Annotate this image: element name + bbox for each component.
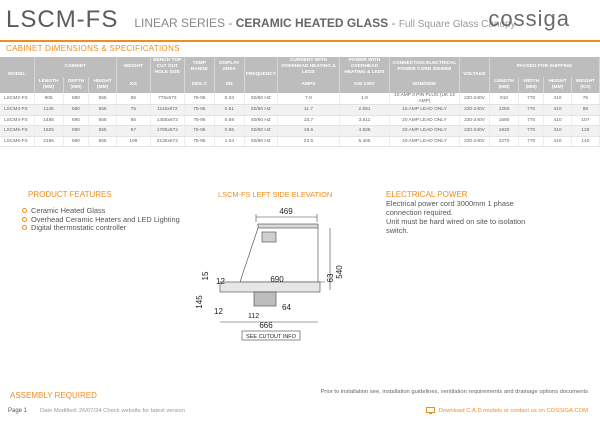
table-cell: 690	[63, 105, 89, 116]
table-cell: LSCM3-FS	[0, 105, 34, 116]
sub-bench-blank	[150, 77, 184, 93]
sub-pack-height: HEIGHT (MM)	[544, 77, 572, 93]
table-cell: 770	[519, 126, 544, 137]
dim-depth: 666	[259, 321, 273, 330]
table-cell: 220-240V	[459, 115, 489, 126]
sub-pack-length: LENGTH (MM)	[489, 77, 518, 93]
col-packed: PACKED FOR SHIPPING	[489, 57, 599, 77]
sub-degc: DEG C	[184, 77, 214, 93]
table-header-row	[0, 57, 600, 77]
sub-height: HEIGHT (MM)	[89, 77, 117, 93]
col-temp: TEMP RANGE	[184, 57, 214, 77]
col-weight: WEIGHT	[116, 57, 150, 77]
table-body	[0, 93, 600, 147]
table-cell: 220-240V	[459, 105, 489, 116]
col-display: DISPLAY AREA	[214, 57, 244, 77]
table-cell: 20 AMP LEAD ONLY	[389, 126, 459, 137]
elevation-title: LSCM-FS LEFT SIDE ELEVATION	[218, 190, 333, 199]
col-cabinet: CABINET	[34, 57, 116, 77]
col-frequency: FREQUENCY	[244, 57, 277, 93]
canopy-top	[258, 224, 318, 228]
table-cell: 109	[116, 136, 150, 147]
dim-left-mid: 12	[216, 277, 225, 286]
table-cell: 85	[116, 115, 150, 126]
brand-logo: cossiga	[488, 6, 570, 31]
dim-height-right: 63	[326, 273, 335, 283]
table-cell: 97	[116, 126, 150, 137]
table-cell: 7.9	[277, 93, 339, 105]
table-cell: 805	[34, 93, 63, 105]
sub-amps: AMPS	[277, 77, 339, 93]
table-cell: 75-95	[184, 136, 214, 147]
electrical-text	[386, 199, 566, 235]
table-cell: 770	[519, 105, 544, 116]
date-modified: Date Modified: 26/07/24 Check website for latest version	[40, 408, 185, 414]
bullet-icon	[22, 208, 27, 213]
table-cell: 50/60 HZ	[244, 115, 277, 126]
page-number: Page 1	[8, 408, 28, 414]
col-connection: CONNECTION ELECTRICAL POWER CORD 3000MM	[389, 57, 459, 77]
table-cell: 555	[89, 105, 117, 116]
table-cell: 5.405	[339, 136, 389, 147]
dim-left-top: 15	[201, 271, 210, 281]
table-cell: 2270	[489, 136, 518, 147]
table-cell: 107	[571, 115, 599, 126]
header-divider	[0, 40, 600, 42]
electrical-line: Unit must be hard wired on site to isolation	[386, 217, 526, 226]
series-sep: -	[391, 16, 396, 30]
base-unit	[254, 292, 276, 306]
electrical-line: Electrical power cord 3000mm 1 phase	[386, 199, 514, 208]
electrical-line: switch.	[386, 226, 409, 235]
table-cell: 410	[544, 136, 572, 147]
overhead-heater	[262, 232, 276, 242]
series-prefix: LINEAR SERIES -	[134, 16, 233, 30]
bullet-icon	[22, 217, 27, 222]
table-cell: 20 AMP LEAD ONLY	[389, 136, 459, 147]
table-cell: 75-95	[184, 105, 214, 116]
dim-foot-right: 64	[282, 303, 291, 312]
table-row	[0, 105, 600, 116]
table-cell: 0.51	[214, 105, 244, 116]
sub-m2: M2	[214, 77, 244, 93]
table-cell: 2135x672	[150, 136, 184, 147]
table-cell: 1930	[489, 126, 518, 137]
features-list	[22, 207, 182, 233]
table-cell: 0.33	[214, 93, 244, 105]
table-cell: 555	[89, 93, 117, 105]
table-cell: 910	[489, 93, 518, 105]
table-cell: 770	[519, 93, 544, 105]
installation-note: Prior to installation see, installation guidelines, ventilation requirements and drainage options documents	[320, 389, 588, 395]
series-bold: CERAMIC HEATED GLASS	[235, 16, 389, 30]
table-cell: 0.68	[214, 115, 244, 126]
table-row	[0, 115, 600, 126]
table-cell: 1115x672	[150, 105, 184, 116]
sub-pack-width: WIDTH (MM)	[519, 77, 544, 93]
table-cell: 15 AMP LEAD ONLY	[389, 105, 459, 116]
table-cell: 1.9	[339, 93, 389, 105]
table-cell: 1145	[34, 105, 63, 116]
elevation-drawing	[190, 202, 380, 342]
col-voltage: VOLTAGE	[459, 57, 489, 93]
table-cell: 3.611	[339, 115, 389, 126]
list-item	[22, 224, 182, 233]
series-line	[134, 16, 515, 30]
table-cell: 1795x672	[150, 126, 184, 137]
feature-text: Overhead Ceramic Heaters and LED Lighting	[31, 214, 180, 224]
front-glass	[240, 228, 258, 282]
table-cell: 690	[63, 93, 89, 105]
table-cell: 75-95	[184, 126, 214, 137]
table-cell: 11.7	[277, 105, 339, 116]
table-cell: 88	[571, 105, 599, 116]
table-cell: 220-240V	[459, 93, 489, 105]
table-cell: 50/60 HZ	[244, 126, 277, 137]
table-cell: LSCM6-FS	[0, 136, 34, 147]
table-cell: 4.508	[339, 126, 389, 137]
electrical-line: connection required.	[386, 208, 453, 217]
table-cell: 775x672	[150, 93, 184, 105]
sub-length: LENGTH (MM)	[34, 77, 63, 93]
table-cell: 1825	[34, 126, 63, 137]
table-cell: LSCM2-FS	[0, 93, 34, 105]
dim-foot-left: 12	[214, 307, 223, 316]
table-cell: 140	[571, 136, 599, 147]
bullet-icon	[22, 225, 27, 230]
table-cell: 410	[544, 115, 572, 126]
assembly-required: ASSEMBLY REQUIRED	[10, 391, 97, 400]
dim-height-total: 540	[335, 265, 344, 279]
model-code: LSCM-FS	[6, 6, 119, 33]
table-cell: 2.691	[339, 105, 389, 116]
table-cell: 555	[89, 136, 117, 147]
dim-foot-inner: 112	[248, 313, 260, 320]
document-header	[6, 6, 516, 34]
col-power: POWER WITH OVERHEAD HEATING & LEDS	[339, 57, 389, 77]
sub-kw: KW 230V	[339, 77, 389, 93]
cutout-label: SEE CUTOUT INFO	[246, 334, 296, 340]
table-cell: 770	[519, 136, 544, 147]
table-cell: 690	[63, 126, 89, 137]
dim-top: 469	[279, 207, 293, 216]
spec-table	[0, 57, 600, 147]
table-cell: 15.7	[277, 115, 339, 126]
table-cell: 1.04	[214, 136, 244, 147]
table-cell: 76	[571, 93, 599, 105]
table-cell: 1485	[34, 115, 63, 126]
table-cell: 50/60 HZ	[244, 93, 277, 105]
table-cell: LSCM5-FS	[0, 126, 34, 137]
table-cell: 75	[116, 105, 150, 116]
table-cell: 1590	[489, 115, 518, 126]
table-subheader-row	[0, 77, 600, 93]
table-row	[0, 136, 600, 147]
feature-text: Digital thermostatic controller	[31, 223, 127, 233]
table-cell: 1455x672	[150, 115, 184, 126]
col-current: CURRENT WITH OVERHEAD HEATING & LEDS	[277, 57, 339, 77]
table-cell: 410	[544, 105, 572, 116]
table-cell: 2165	[34, 136, 63, 147]
table-row	[0, 93, 600, 105]
table-cell: 555	[89, 126, 117, 137]
table-cell: 19.6	[277, 126, 339, 137]
table-cell: 770	[519, 115, 544, 126]
table-cell: LSCM4-FS	[0, 115, 34, 126]
table-cell: 75-95	[184, 115, 214, 126]
dim-inner-height: 690	[270, 275, 284, 284]
table-cell: 410	[544, 93, 572, 105]
table-cell: 23.5	[277, 136, 339, 147]
monitor-icon	[426, 407, 435, 414]
col-bench: BENCH TOP CUT OUT HOLE SIZE	[150, 57, 184, 77]
sub-pack-weight: WEIGHT (KG)	[571, 77, 599, 93]
table-cell: 50/60 HZ	[244, 136, 277, 147]
table-cell: 128	[571, 126, 599, 137]
download-link[interactable]	[426, 407, 588, 414]
table-cell: 10 AMP 3 PIN PLUG (UK 13 AMP)	[389, 93, 459, 105]
table-cell: 220-240V	[459, 126, 489, 137]
dim-left-low: 145	[195, 295, 204, 309]
table-cell: 20 AMP LEAD ONLY	[389, 115, 459, 126]
download-text[interactable]: Download C.A.D models or contact us on COSSIGA.COM	[438, 407, 588, 414]
series-sub: Full Square Glass Canopy	[398, 19, 516, 30]
sub-nom: NOM/250K	[389, 77, 459, 93]
features-title: PRODUCT FEATURES	[28, 190, 112, 199]
table-cell: 555	[89, 115, 117, 126]
section-title: CABINET DIMENSIONS & SPECIFICATIONS	[6, 44, 180, 53]
table-cell: 1250	[489, 105, 518, 116]
table-cell: 75-95	[184, 93, 214, 105]
table-cell: 690	[63, 115, 89, 126]
feature-text: Ceramic Heated Glass	[31, 206, 106, 215]
table-row	[0, 126, 600, 137]
sub-depth: DEPTH (MM)	[63, 77, 89, 93]
electrical-title: ELECTRICAL POWER	[386, 190, 468, 199]
table-cell: 690	[63, 136, 89, 147]
col-model: MODEL	[0, 57, 34, 93]
table-cell: 220-240V	[459, 136, 489, 147]
table-cell: 0.86	[214, 126, 244, 137]
table-cell: 410	[544, 126, 572, 137]
table-cell: 65	[116, 93, 150, 105]
sub-kg: KG	[116, 77, 150, 93]
table-cell: 50/60 HZ	[244, 105, 277, 116]
